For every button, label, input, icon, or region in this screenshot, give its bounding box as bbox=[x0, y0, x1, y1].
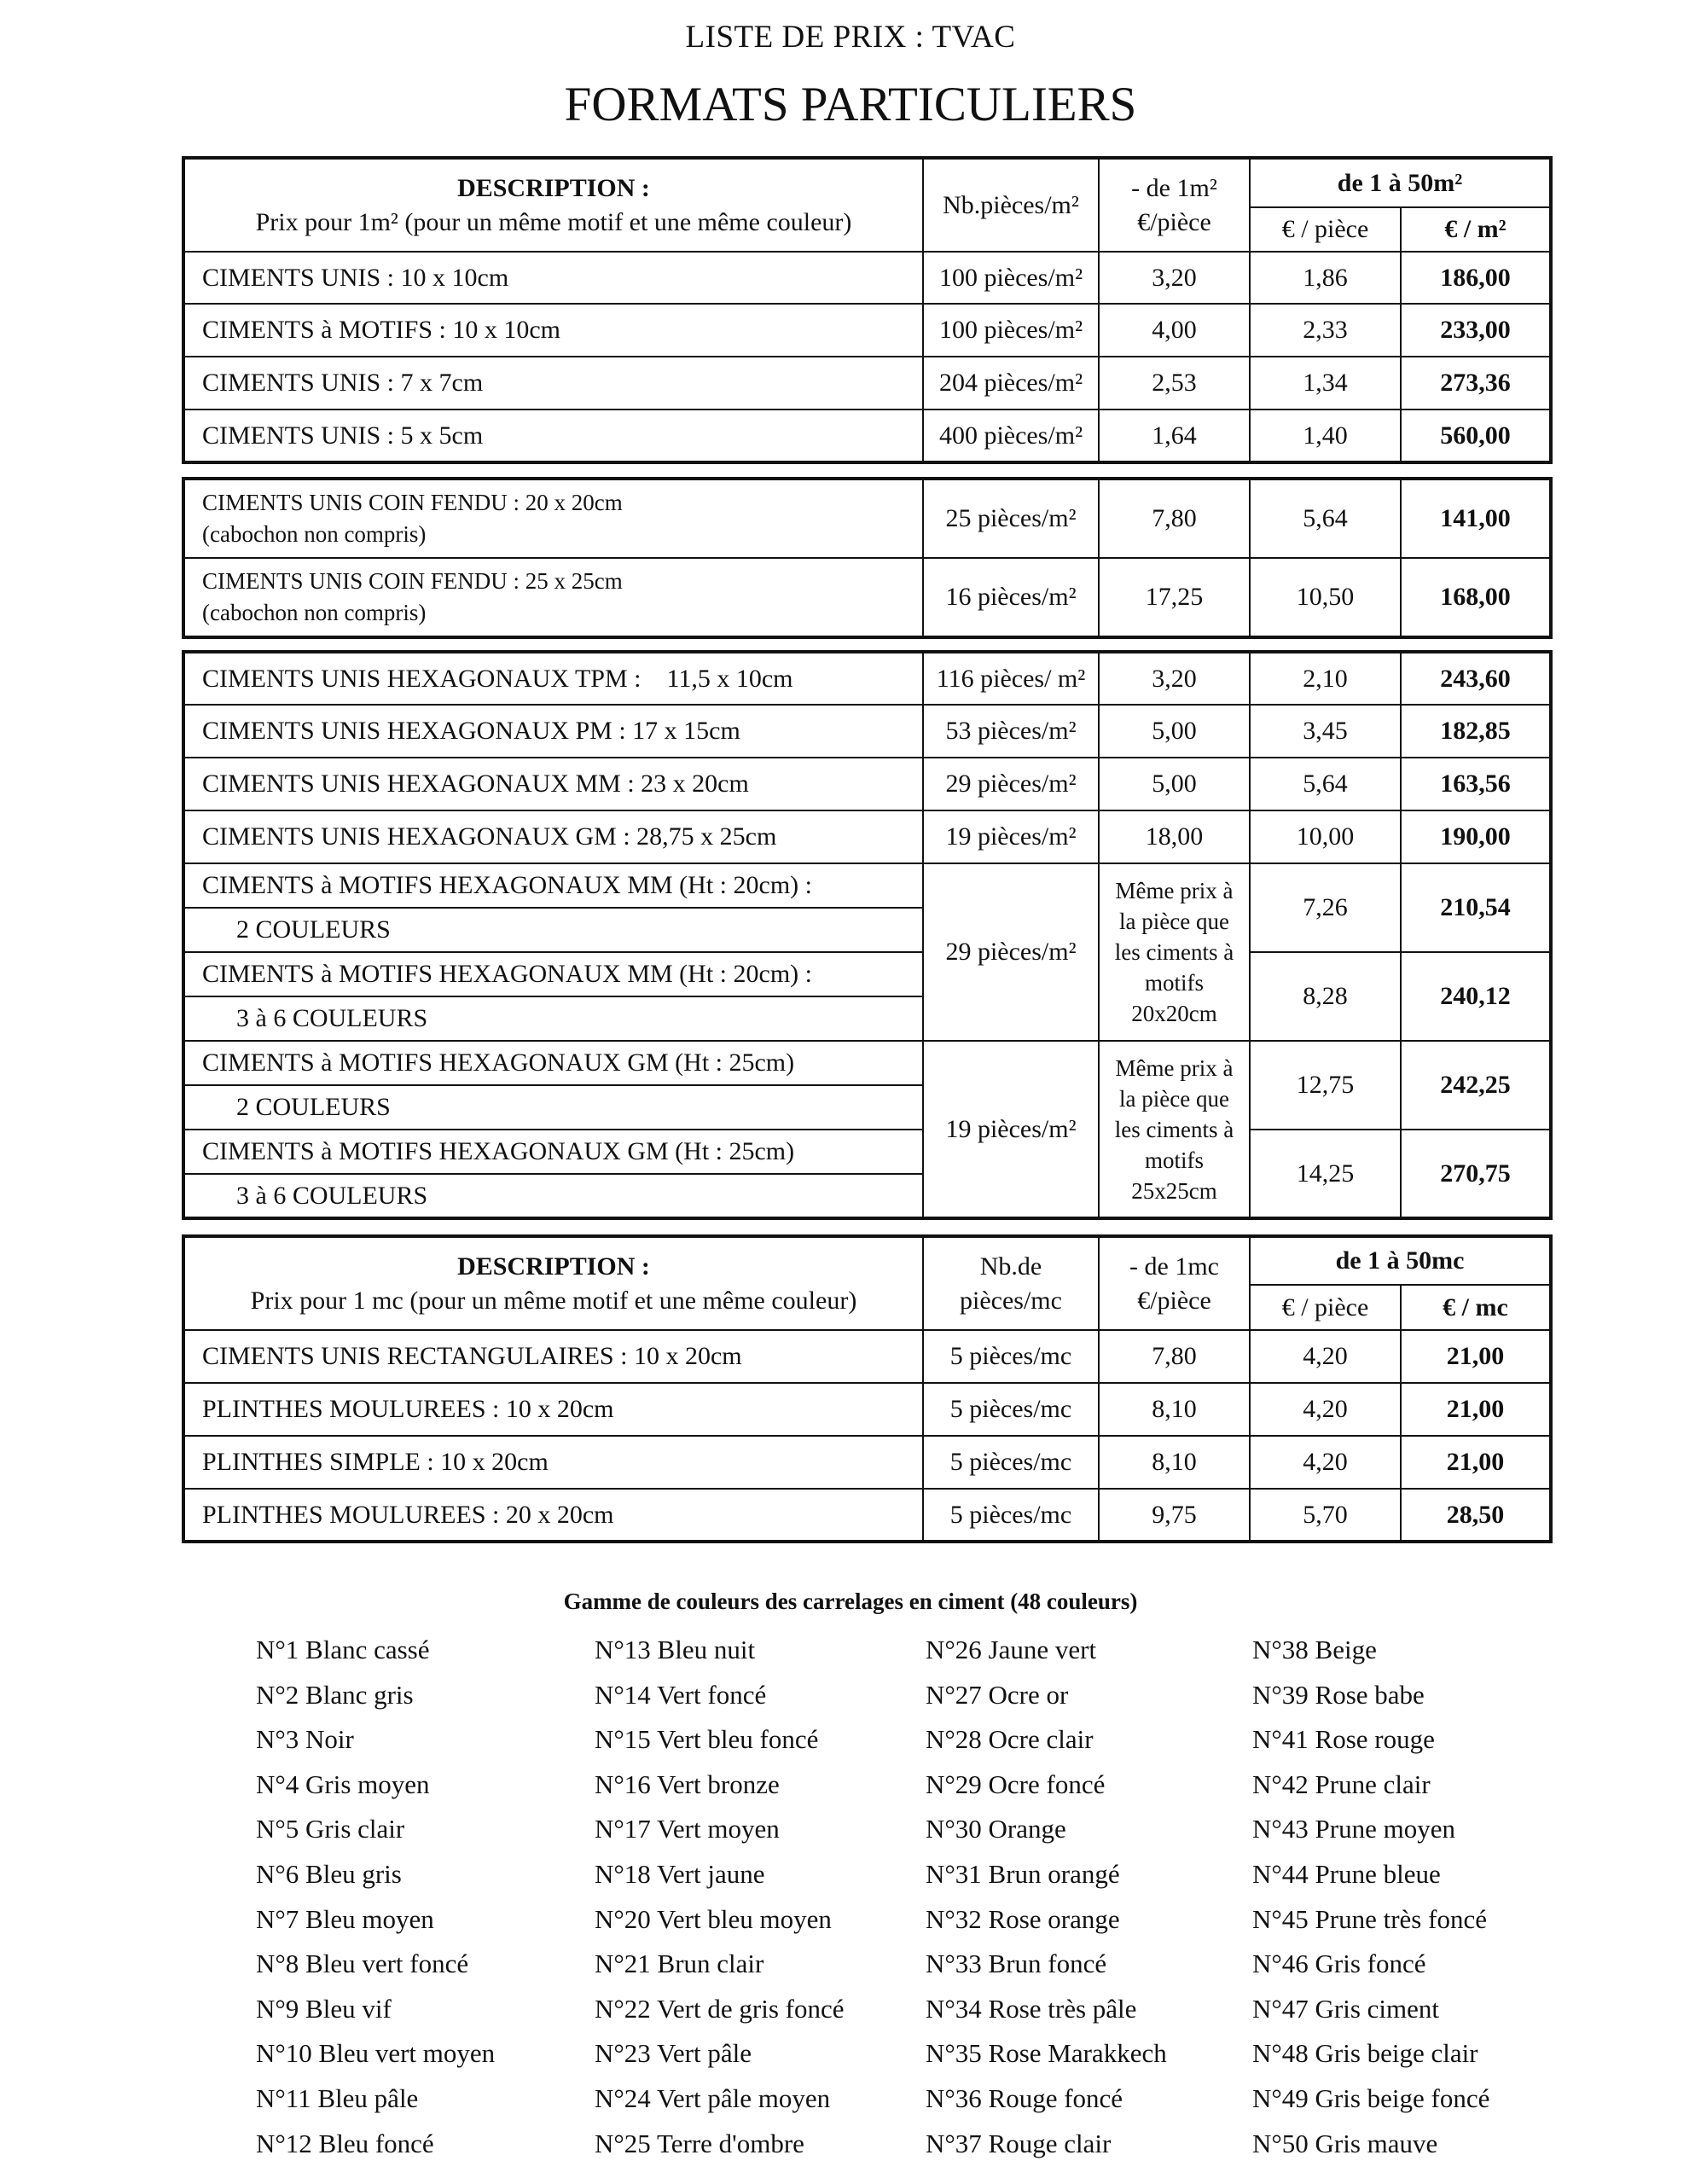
color-item: N°7 Bleu moyen bbox=[256, 1903, 434, 1934]
color-item: N°39 Rose babe bbox=[1252, 1679, 1425, 1710]
row-pieces: 29 pièces/m² bbox=[923, 758, 1099, 810]
color-item: N°41 Rose rouge bbox=[1252, 1724, 1435, 1755]
price-table-square-tiles bbox=[182, 156, 1553, 464]
row-pieces: 53 pièces/m² bbox=[923, 705, 1099, 758]
table-row bbox=[183, 252, 1551, 304]
row-piece-price: 10,50 bbox=[1250, 558, 1401, 637]
color-item: N°42 Prune clair bbox=[1252, 1769, 1431, 1799]
note-line: Même prix à bbox=[1115, 1054, 1234, 1081]
row-less-price: 7,80 bbox=[1099, 1330, 1250, 1383]
row-piece-price: 1,40 bbox=[1250, 410, 1401, 462]
color-item: N°26 Jaune vert bbox=[926, 1635, 1097, 1664]
color-item: N°22 Vert de gris foncé bbox=[595, 1993, 845, 2024]
table-row bbox=[183, 304, 1551, 357]
row-less-price: 17,25 bbox=[1099, 558, 1250, 637]
row-less-price: 9,75 bbox=[1099, 1489, 1250, 1542]
row-less-price: 8,10 bbox=[1099, 1436, 1250, 1489]
row-pieces: 5 pièces/mc bbox=[923, 1330, 1099, 1383]
color-item: N°47 Gris ciment bbox=[1252, 1993, 1440, 2024]
row-unit-price: 210,54 bbox=[1401, 863, 1551, 952]
row-pieces: 5 pièces/mc bbox=[923, 1436, 1099, 1489]
page-title: FORMATS PARTICULIERS bbox=[564, 78, 1137, 131]
table-row bbox=[183, 1041, 1551, 1085]
description-header-title: DESCRIPTION : bbox=[457, 173, 650, 202]
color-item: N°28 Ocre clair bbox=[926, 1724, 1094, 1755]
row-piece-price: 10,00 bbox=[1250, 810, 1401, 863]
color-item: N°11 Bleu pâle bbox=[256, 2082, 419, 2113]
color-item: N°43 Prune moyen bbox=[1252, 1814, 1455, 1844]
description-header-subtitle: Prix pour 1 mc (pour un même motif et une même couleur) bbox=[250, 1286, 857, 1315]
row-description: CIMENTS à MOTIFS : 10 x 10cm bbox=[183, 304, 923, 357]
row-description: CIMENTS UNIS : 7 x 7cm bbox=[183, 357, 923, 410]
row-description: CIMENTS UNIS RECTANGULAIRES : 10 x 20cm bbox=[183, 1330, 923, 1383]
color-item: N°8 Bleu vert foncé bbox=[256, 1949, 469, 1979]
color-item: N°4 Gris moyen bbox=[256, 1769, 430, 1799]
row-piece-price: 1,34 bbox=[1250, 357, 1401, 410]
color-item: N°44 Prune bleue bbox=[1252, 1858, 1441, 1889]
row-pieces: 25 pièces/m² bbox=[923, 479, 1099, 558]
table-row bbox=[183, 758, 1551, 810]
description-header bbox=[183, 158, 923, 252]
row-description: CIMENTS à MOTIFS HEXAGONAUX GM (Ht : 25cm) bbox=[183, 1041, 923, 1085]
colors-title: Gamme de couleurs des carrelages en ciment (48 couleurs) bbox=[563, 1589, 1138, 1614]
row-description-line2: (cabochon non compris) bbox=[202, 600, 427, 625]
color-item: N°17 Vert moyen bbox=[595, 1814, 780, 1844]
row-unit-price: 270,75 bbox=[1401, 1130, 1551, 1218]
price-per-mc-header: € / mc bbox=[1401, 1285, 1551, 1330]
row-description-line2: (cabochon non compris) bbox=[202, 521, 427, 547]
group-price-note bbox=[1099, 1041, 1250, 1218]
row-pieces: 100 pièces/m² bbox=[923, 252, 1099, 304]
less-than-1m2-header bbox=[1099, 158, 1250, 252]
color-item: N°48 Gris beige clair bbox=[1252, 2038, 1478, 2069]
row-less-price: 4,00 bbox=[1099, 304, 1250, 357]
pieces-per-mc-header bbox=[923, 1236, 1099, 1330]
price-table-hexagonal bbox=[182, 650, 1553, 1220]
row-less-price: 5,00 bbox=[1099, 705, 1250, 758]
color-item: N°46 Gris foncé bbox=[1252, 1949, 1426, 1979]
color-item: N°27 Ocre or bbox=[926, 1679, 1069, 1710]
row-description: PLINTHES MOULUREES : 20 x 20cm bbox=[183, 1489, 923, 1542]
color-column-3 bbox=[926, 1628, 1167, 2166]
page-header-title: LISTE DE PRIX : TVAC bbox=[685, 20, 1016, 55]
row-unit-price: 273,36 bbox=[1401, 357, 1551, 410]
pieces-per-mc-header-line1: Nb.de bbox=[979, 1252, 1042, 1281]
color-item: N°9 Bleu vif bbox=[256, 1993, 392, 2024]
note-line: motifs bbox=[1144, 970, 1204, 996]
color-column-1 bbox=[256, 1628, 495, 2166]
color-item: N°24 Vert pâle moyen bbox=[595, 2082, 831, 2113]
row-description: CIMENTS UNIS HEXAGONAUX MM : 23 x 20cm bbox=[183, 758, 923, 810]
color-item: N°30 Orange bbox=[926, 1814, 1066, 1844]
row-unit-price: 141,00 bbox=[1401, 479, 1551, 558]
color-column-4 bbox=[1252, 1628, 1489, 2166]
row-pieces: 100 pièces/m² bbox=[923, 304, 1099, 357]
note-line: la pièce que bbox=[1119, 1085, 1229, 1112]
table-row bbox=[183, 410, 1551, 462]
color-item: N°50 Gris mauve bbox=[1252, 2128, 1438, 2158]
row-description: PLINTHES MOULUREES : 10 x 20cm bbox=[183, 1383, 923, 1436]
less-than-1mc-header bbox=[1099, 1236, 1250, 1330]
note-line: les ciments à bbox=[1114, 1116, 1234, 1142]
row-subdescription: 2 COULEURS bbox=[183, 908, 923, 952]
row-unit-price: 186,00 bbox=[1401, 252, 1551, 304]
note-line: 20x20cm bbox=[1131, 1001, 1217, 1026]
table-row bbox=[183, 1383, 1551, 1436]
table-row bbox=[183, 1489, 1551, 1542]
row-description: CIMENTS UNIS HEXAGONAUX PM : 17 x 15cm bbox=[183, 705, 923, 758]
row-piece-price: 4,20 bbox=[1250, 1436, 1401, 1489]
row-description: CIMENTS UNIS : 5 x 5cm bbox=[183, 410, 923, 462]
row-piece-price: 5,70 bbox=[1250, 1489, 1401, 1542]
color-item: N°25 Terre d'ombre bbox=[595, 2128, 804, 2158]
table-row bbox=[183, 1330, 1551, 1383]
table-row bbox=[183, 479, 1551, 558]
row-piece-price: 8,28 bbox=[1250, 952, 1401, 1041]
row-unit-price: 28,50 bbox=[1401, 1489, 1551, 1542]
row-piece-price: 4,20 bbox=[1250, 1330, 1401, 1383]
price-per-piece-header: € / pièce bbox=[1250, 1285, 1401, 1330]
note-line: les ciments à bbox=[1114, 939, 1234, 965]
color-item: N°2 Blanc gris bbox=[256, 1679, 414, 1710]
table-row bbox=[183, 652, 1551, 705]
color-item: N°29 Ocre foncé bbox=[926, 1769, 1106, 1799]
row-less-price: 1,64 bbox=[1099, 410, 1250, 462]
row-unit-price: 168,00 bbox=[1401, 558, 1551, 637]
range-1-50m2-header: de 1 à 50m² bbox=[1250, 158, 1551, 207]
color-item: N°12 Bleu foncé bbox=[256, 2128, 434, 2158]
row-description: CIMENTS à MOTIFS HEXAGONAUX GM (Ht : 25cm) bbox=[183, 1130, 923, 1174]
row-unit-price: 21,00 bbox=[1401, 1383, 1551, 1436]
row-description-line1: CIMENTS UNIS COIN FENDU : 25 x 25cm bbox=[202, 568, 623, 594]
pieces-per-m2-header: Nb.pièces/m² bbox=[923, 158, 1099, 252]
row-unit-price: 243,60 bbox=[1401, 652, 1551, 705]
color-item: N°38 Beige bbox=[1252, 1635, 1377, 1664]
color-item: N°37 Rouge clair bbox=[926, 2128, 1112, 2158]
row-unit-price: 560,00 bbox=[1401, 410, 1551, 462]
row-piece-price: 14,25 bbox=[1250, 1130, 1401, 1218]
color-item: N°34 Rose très pâle bbox=[926, 1993, 1137, 2024]
description-header-subtitle: Prix pour 1m² (pour un même motif et une même couleur) bbox=[255, 207, 852, 236]
color-item: N°15 Vert bleu foncé bbox=[595, 1724, 819, 1755]
color-item: N°1 Blanc cassé bbox=[256, 1635, 430, 1664]
row-pieces: 19 pièces/m² bbox=[923, 810, 1099, 863]
row-description: PLINTHES SIMPLE : 10 x 20cm bbox=[183, 1436, 923, 1489]
note-line: motifs bbox=[1144, 1147, 1204, 1173]
table-row bbox=[183, 952, 1551, 996]
table-row bbox=[183, 357, 1551, 410]
row-less-price: 5,00 bbox=[1099, 758, 1250, 810]
color-item: N°32 Rose orange bbox=[926, 1903, 1120, 1934]
color-item: N°3 Noir bbox=[256, 1724, 354, 1755]
color-item: N°45 Prune très foncé bbox=[1252, 1903, 1487, 1934]
table-row bbox=[183, 863, 1551, 908]
less-than-1mc-header-line2: €/pièce bbox=[1137, 1286, 1211, 1315]
row-piece-price: 1,86 bbox=[1250, 252, 1401, 304]
row-description-line1: CIMENTS UNIS COIN FENDU : 20 x 20cm bbox=[202, 490, 623, 515]
row-less-price: 7,80 bbox=[1099, 479, 1250, 558]
row-description bbox=[183, 479, 923, 558]
row-description: CIMENTS à MOTIFS HEXAGONAUX MM (Ht : 20cm) : bbox=[183, 952, 923, 996]
row-less-price: 3,20 bbox=[1099, 252, 1250, 304]
row-pieces: 5 pièces/mc bbox=[923, 1489, 1099, 1542]
note-line: 25x25cm bbox=[1131, 1177, 1217, 1204]
color-column-2 bbox=[595, 1628, 844, 2166]
row-unit-price: 242,25 bbox=[1401, 1041, 1551, 1130]
row-piece-price: 3,45 bbox=[1250, 705, 1401, 758]
row-unit-price: 21,00 bbox=[1401, 1330, 1551, 1383]
range-1-50mc-header: de 1 à 50mc bbox=[1250, 1236, 1551, 1285]
description-header bbox=[183, 1236, 923, 1330]
color-item: N°23 Vert pâle bbox=[595, 2038, 752, 2069]
row-unit-price: 240,12 bbox=[1401, 952, 1551, 1041]
table-row bbox=[183, 705, 1551, 758]
row-unit-price: 182,85 bbox=[1401, 705, 1551, 758]
row-pieces: 116 pièces/ m² bbox=[923, 652, 1099, 705]
less-than-1m2-header-line2: €/pièce bbox=[1137, 207, 1211, 236]
color-item: N°10 Bleu vert moyen bbox=[256, 2038, 496, 2069]
row-less-price: 2,53 bbox=[1099, 357, 1250, 410]
table-row bbox=[183, 1130, 1551, 1174]
row-piece-price: 2,33 bbox=[1250, 304, 1401, 357]
row-subdescription: 2 COULEURS bbox=[183, 1085, 923, 1130]
note-line: la pièce que bbox=[1119, 909, 1229, 934]
row-less-price: 3,20 bbox=[1099, 652, 1250, 705]
color-item: N°14 Vert foncé bbox=[595, 1679, 767, 1710]
row-description: CIMENTS UNIS : 10 x 10cm bbox=[183, 252, 923, 304]
color-item: N°6 Bleu gris bbox=[256, 1858, 402, 1889]
group-pieces: 19 pièces/m² bbox=[923, 1041, 1099, 1218]
row-piece-price: 12,75 bbox=[1250, 1041, 1401, 1130]
row-piece-price: 5,64 bbox=[1250, 758, 1401, 810]
price-table-linear bbox=[182, 1234, 1553, 1543]
row-less-price: 18,00 bbox=[1099, 810, 1250, 863]
color-item: N°21 Brun clair bbox=[595, 1949, 764, 1979]
description-header-title: DESCRIPTION : bbox=[457, 1252, 650, 1281]
row-description bbox=[183, 558, 923, 637]
row-subdescription: 3 à 6 COULEURS bbox=[183, 996, 923, 1041]
less-than-1mc-header-line1: - de 1mc bbox=[1129, 1252, 1219, 1281]
color-item: N°18 Vert jaune bbox=[595, 1858, 765, 1889]
note-line: Même prix à bbox=[1115, 878, 1234, 903]
color-item: N°49 Gris beige foncé bbox=[1252, 2082, 1490, 2113]
color-item: N°20 Vert bleu moyen bbox=[595, 1903, 832, 1934]
row-piece-price: 5,64 bbox=[1250, 479, 1401, 558]
group-pieces: 29 pièces/m² bbox=[923, 863, 1099, 1041]
row-piece-price: 7,26 bbox=[1250, 863, 1401, 952]
less-than-1m2-header-line1: - de 1m² bbox=[1131, 173, 1217, 202]
row-piece-price: 4,20 bbox=[1250, 1383, 1401, 1436]
color-item: N°5 Gris clair bbox=[256, 1814, 405, 1844]
color-item: N°33 Brun foncé bbox=[926, 1949, 1107, 1979]
row-pieces: 400 pièces/m² bbox=[923, 410, 1099, 462]
row-description: CIMENTS UNIS HEXAGONAUX GM : 28,75 x 25cm bbox=[183, 810, 923, 863]
color-item: N°36 Rouge foncé bbox=[926, 2082, 1123, 2113]
table-row bbox=[183, 810, 1551, 863]
table-row bbox=[183, 558, 1551, 637]
row-unit-price: 163,56 bbox=[1401, 758, 1551, 810]
price-per-piece-header: € / pièce bbox=[1250, 207, 1401, 252]
pieces-per-mc-header-line2: pièces/mc bbox=[960, 1286, 1062, 1315]
color-item: N°31 Brun orangé bbox=[926, 1858, 1120, 1889]
row-pieces: 204 pièces/m² bbox=[923, 357, 1099, 410]
color-item: N°35 Rose Marakkech bbox=[926, 2038, 1167, 2069]
row-less-price: 8,10 bbox=[1099, 1383, 1250, 1436]
row-unit-price: 190,00 bbox=[1401, 810, 1551, 863]
group-price-note bbox=[1099, 863, 1250, 1041]
row-description: CIMENTS à MOTIFS HEXAGONAUX MM (Ht : 20cm) : bbox=[183, 863, 923, 908]
row-pieces: 5 pièces/mc bbox=[923, 1383, 1099, 1436]
table-row bbox=[183, 1436, 1551, 1489]
row-piece-price: 2,10 bbox=[1250, 652, 1401, 705]
row-pieces: 16 pièces/m² bbox=[923, 558, 1099, 637]
row-unit-price: 21,00 bbox=[1401, 1436, 1551, 1489]
row-unit-price: 233,00 bbox=[1401, 304, 1551, 357]
row-subdescription: 3 à 6 COULEURS bbox=[183, 1174, 923, 1218]
price-per-m2-header: € / m² bbox=[1401, 207, 1551, 252]
row-description: CIMENTS UNIS HEXAGONAUX TPM : 11,5 x 10cm bbox=[183, 652, 923, 705]
color-item: N°16 Vert bronze bbox=[595, 1769, 780, 1799]
price-table-split-corner bbox=[182, 477, 1553, 639]
color-item: N°13 Bleu nuit bbox=[595, 1635, 756, 1664]
